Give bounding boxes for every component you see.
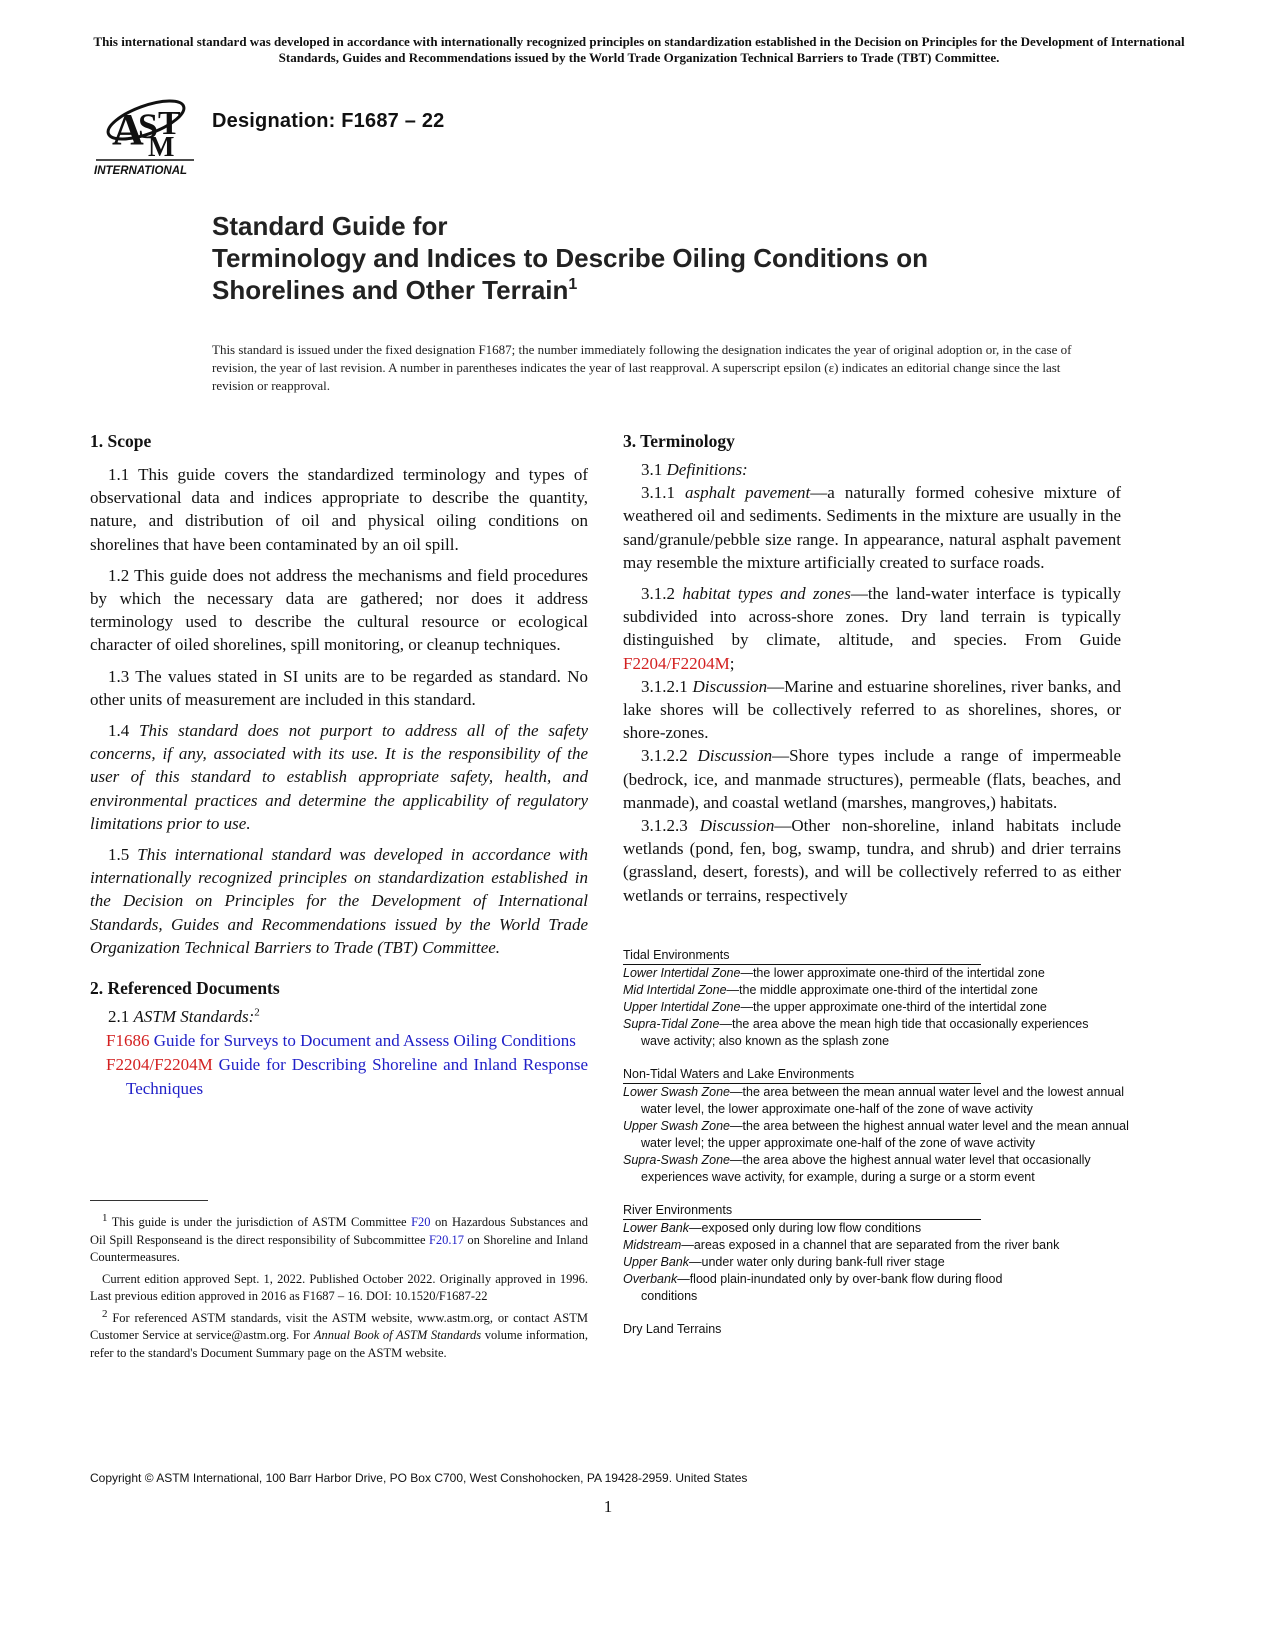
zone-text: —flood plain-inundated only by over-bank flow during flood conditions	[641, 1272, 1003, 1303]
footnotes	[90, 1211, 589, 1366]
term-name: habitat types and zones	[682, 584, 851, 604]
term-definition: —a naturally formed cohesive mixture of weathered oil and sediments. Sediments in the mixture are usually in the sand/granule/pebble size range. In appearance, natural asphalt pavement may resemble the mixture artificially created to surface roads.	[623, 483, 1121, 572]
zone-text: —exposed only during low flow conditions	[689, 1221, 922, 1235]
designation: Designation: F1687 – 22	[212, 110, 445, 132]
reference-title[interactable]: Guide for Surveys to Document and Assess Oiling Conditions	[153, 1031, 576, 1051]
para-number: 2.1	[108, 1007, 130, 1027]
footnote-2-text-b: volume information, refer to the standard's Document Summary page on the ASTM website.	[90, 1328, 589, 1360]
zone-item	[623, 1016, 1101, 1050]
reference-f1686[interactable]	[90, 1029, 588, 1052]
footnote-2-italic: Annual Book of ASTM Standards	[313, 1328, 482, 1342]
zone-text: —the area between the mean annual water level and the lowest annual water level, the lower approximate one-half of the zone of wave activity	[641, 1085, 1125, 1116]
zone-text: —the area above the mean high tide that occasionally experiences wave activity; also known as the splash zone	[641, 1017, 1089, 1048]
para-number: 1.4	[108, 721, 130, 741]
astm-logo	[94, 86, 196, 178]
zone-text: —the middle approximate one-third of the intertidal zone	[726, 983, 1038, 997]
logo-letter-s: S	[138, 106, 159, 146]
zone-item	[623, 1152, 1101, 1186]
discussion-label: Discussion	[699, 816, 775, 836]
discussion-text: —Other non-shoreline, inland habitats include wetlands (pond, fen, bog, swamp, tundra, and shrub) and drier terrains (grassland, desert, forests), and will be collectively referred to as either wetlands or terrains, respectively	[623, 816, 1122, 905]
discussion-3-1-2-2	[623, 744, 1121, 814]
reference-f2204[interactable]	[90, 1053, 588, 1099]
zone-item	[623, 1084, 1136, 1118]
definitions-text: Definitions:	[666, 460, 748, 479]
terminology-heading: 3. Terminology	[623, 431, 735, 451]
term-habitat-types	[623, 582, 1121, 675]
discussion-label: Discussion	[697, 746, 773, 766]
astm-standards-text: ASTM Standards:	[133, 1007, 255, 1027]
discussion-label: Discussion	[692, 676, 768, 696]
footnote-1-text-a: This guide is under the jurisdiction of ASTM Committee	[111, 1215, 407, 1229]
zone-text: —the upper approximate one-third of the intertidal zone	[740, 1000, 1047, 1014]
dry-land-terrains-heading: Dry Land Terrains	[623, 1322, 722, 1336]
para-number: 3.1.2	[641, 584, 675, 604]
river-environments-heading: River Environments	[623, 1202, 981, 1220]
zone-item	[623, 1237, 1123, 1254]
footnote-separator	[90, 1200, 208, 1201]
footnote-1-mark: 1	[102, 1211, 108, 1224]
scope-para-1-3: 1.3 The values stated in SI units are to be regarded as standard. No other units of measurement are included in this standard.	[90, 666, 588, 709]
scope-para-1-4	[90, 719, 588, 835]
zone-term: Mid Intertidal Zone	[623, 983, 727, 997]
zone-term: Upper Bank	[623, 1255, 690, 1269]
page-number: 1	[603, 1497, 613, 1516]
scope-para-1-1: 1.1 This guide covers the standardized terminology and types of observational data and indices appropriate to describe the quantity, nature, and distribution of oil and physical oiling conditions on shorelines that have been contaminated by an oil spill.	[90, 465, 588, 554]
link-f20[interactable]: F20	[411, 1215, 431, 1229]
para-number: 3.1.2.2	[641, 746, 688, 766]
footnote-1-edition: Current edition approved Sept. 1, 2022. Published October 2022. Originally approved in 1996. Last previous edition approved in 2016 as F1687 – 16. DOI: 10.1520/F1687-22	[90, 1271, 588, 1303]
scope-heading: 1. Scope	[90, 431, 152, 451]
zone-term: Midstream	[623, 1238, 682, 1252]
zone-term: Lower Bank	[623, 1221, 690, 1235]
footnote-mark-2[interactable]: 2	[254, 1006, 260, 1019]
title-line-3	[212, 274, 1112, 306]
tidal-environments-heading: Tidal Environments	[623, 947, 981, 965]
link-f20-17[interactable]: F20.17	[428, 1232, 465, 1247]
right-column	[623, 430, 1121, 907]
zone-text: —the area above the highest annual water level that occasionally experiences wave activity, for example, during a surge or a storm event	[641, 1153, 1091, 1184]
logo-letter-a: A	[112, 105, 144, 154]
scope-para-1-4-text: This standard does not purport to address all of the safety concerns, if any, associated with its use. It is the responsibility of the user of this standard to establish appropriate safety, health, and environmental practices and determine the applicability of regulatory limitations prior to use.	[90, 721, 588, 833]
scope-para-1-2: 1.2 This guide does not address the mechanisms and field procedures by which the necessary data are gathered; nor does it address terminology used to describe the cultural resource or ecological character of oiled shorelines, spill monitoring, or cleanup techniques.	[90, 565, 588, 655]
referenced-documents-heading: 2. Referenced Documents	[90, 978, 280, 999]
zone-item	[623, 1271, 1061, 1305]
zone-item	[623, 982, 1123, 999]
zone-item	[623, 999, 1123, 1016]
astm-logo-mark	[96, 93, 194, 163]
footnote-2-mark: 2	[102, 1307, 108, 1320]
zone-term: Supra-Tidal Zone	[623, 1017, 720, 1031]
zone-text: —the area between the highest annual water level and the mean annual water level; the upper approximate one-half of the zone of wave activity	[641, 1119, 1129, 1150]
para-number: 1.5	[108, 845, 130, 865]
discussion-text: —Shore types include a range of impermeable (bedrock, ice, and manmade structures), permeable (flats, beaches, and manmade), and coastal wetland (marshes, mangroves,) habitats.	[623, 746, 1122, 812]
zone-term: Lower Intertidal Zone	[623, 966, 741, 980]
link-f2204[interactable]: F2204/F2204M	[623, 653, 730, 673]
term-end: ;	[729, 653, 735, 673]
footnote-2	[90, 1307, 589, 1363]
para-number: 3.1	[641, 460, 663, 479]
zone-text: —areas exposed in a channel that are separated from the river bank	[681, 1238, 1060, 1252]
footnote-1	[90, 1211, 589, 1267]
para-number: 3.1.1	[641, 483, 675, 503]
copyright-footer: Copyright © ASTM International, 100 Barr Harbor Drive, PO Box C700, West Conshohocken, PA 19428-2959. United States	[90, 1471, 748, 1485]
zone-term: Lower Swash Zone	[623, 1085, 731, 1099]
zone-term: Upper Swash Zone	[623, 1119, 731, 1133]
footnote-1-text-c: on Shoreline and Inland Countermeasures.	[90, 1232, 589, 1264]
term-definition: —the land-water interface is typically subdivided into across-shore zones. Dry land terrain is typically distinguished by climate, altitude, and species. From Guide	[623, 584, 1121, 650]
zone-text: —under water only during bank-full river stage	[689, 1255, 945, 1269]
left-column	[90, 430, 588, 1101]
reference-code[interactable]: F2204/F2204M	[106, 1055, 213, 1075]
reference-code[interactable]: F1686	[106, 1031, 150, 1051]
footnote-2-text-a: For referenced ASTM standards, visit the ASTM website, www.astm.org, or contact ASTM Customer Service at service@astm.org. For	[90, 1310, 589, 1342]
nontidal-environments-heading: Non-Tidal Waters and Lake Environments	[623, 1066, 981, 1084]
zone-definitions	[623, 947, 1129, 1338]
para-number: 3.1.2.3	[641, 816, 688, 836]
scope-para-1-5-text: This international standard was developed in accordance with internationally recognized principles on standardization established in the Decision on Principles for the Development of International Standards, Guides and Recommendations issued by the World Trade Organization Technical Barriers to Trade (TBT) Committee.	[90, 845, 588, 957]
definitions-label	[623, 458, 1121, 481]
title-footnote-mark[interactable]: 1	[568, 276, 578, 293]
zone-term: Overbank	[623, 1272, 678, 1286]
term-name: asphalt pavement	[685, 483, 811, 503]
document-title	[212, 210, 1112, 306]
discussion-3-1-2-3	[623, 814, 1121, 907]
top-notice: This international standard was developed in accordance with internationally recognized principles on standardization established in the Decision on Principles for the Development of International Standards, Guides and Recommendations issued by the World Trade Organization Technical Barriers to Trade (TBT) Committee.	[93, 34, 1185, 65]
logo-letter-t: T	[158, 105, 181, 142]
para-number: 3.1.2.1	[641, 676, 688, 696]
logo-letter-m: M	[148, 132, 175, 163]
issuance-note: This standard is issued under the fixed designation F1687; the number immediately following the designation indicates the year of original adoption or, in the case of revision, the year of last revision. A number in parentheses indicates the year of last reapproval. A superscript epsilon (ε) indicates an editorial change since the last revision or reapproval.	[212, 342, 1072, 393]
discussion-3-1-2-1	[623, 675, 1121, 745]
astm-standards-label	[90, 1005, 588, 1028]
scope-para-1-5	[90, 843, 588, 959]
reference-title[interactable]: Guide for Describing Shoreline and Inland Response Techniques	[126, 1055, 588, 1098]
zone-term: Supra-Swash Zone	[623, 1153, 731, 1167]
zone-item	[623, 1118, 1136, 1152]
zone-text: —the lower approximate one-third of the intertidal zone	[740, 966, 1045, 980]
zone-item	[623, 1220, 1123, 1237]
zone-item	[623, 1254, 1123, 1271]
footnote-1-text-b: on Hazardous Substances and Oil Spill Responseand is the direct responsibility of Subcommittee	[90, 1215, 589, 1247]
title-line-2: Terminology and Indices to Describe Oiling Conditions on	[212, 243, 929, 273]
zone-item	[623, 965, 1123, 982]
title-line-1: Standard Guide for	[212, 211, 448, 241]
discussion-text: —Marine and estuarine shorelines, river banks, and lake shores will be collectively referred to as shorelines, shores, or shore-zones.	[623, 676, 1121, 743]
term-asphalt-pavement	[623, 481, 1121, 574]
logo-wordmark: INTERNATIONAL	[94, 165, 188, 177]
zone-term: Upper Intertidal Zone	[623, 1000, 741, 1014]
title-line-3-text: Shorelines and Other Terrain	[212, 275, 569, 305]
